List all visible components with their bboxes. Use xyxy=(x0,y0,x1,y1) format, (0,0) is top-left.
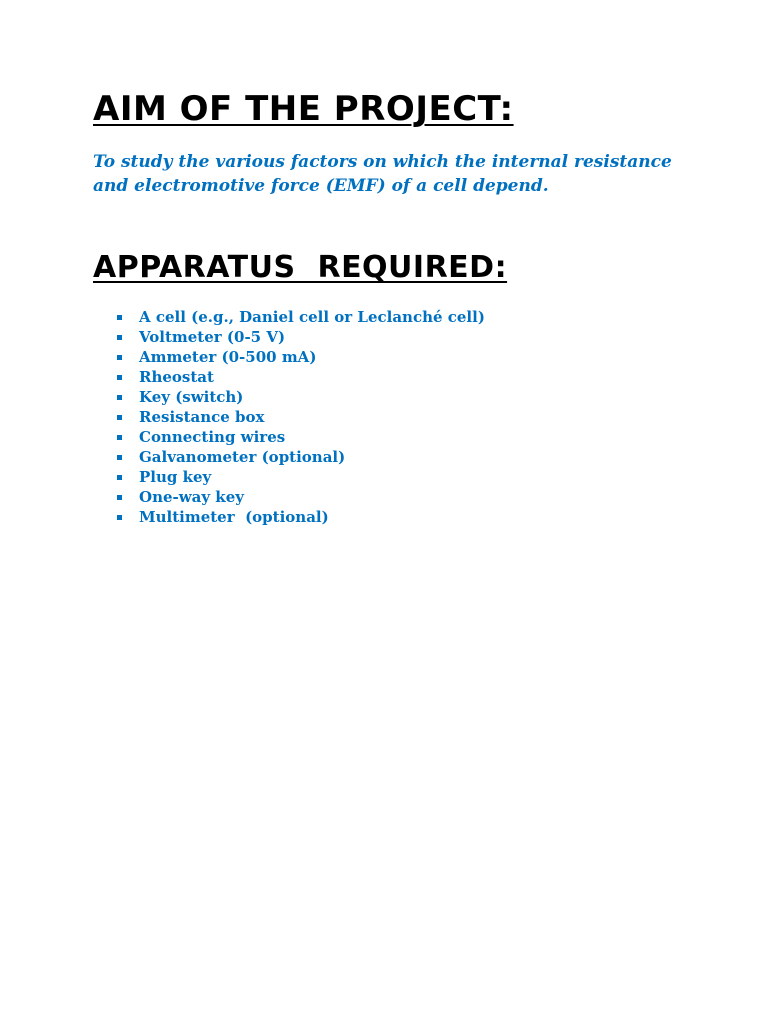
list-item-label: Rheostat xyxy=(139,368,214,386)
list-item-label: A cell (e.g., Daniel cell or Leclanché cell) xyxy=(139,308,485,326)
apparatus-list xyxy=(116,307,485,527)
square-bullet-icon xyxy=(117,435,122,440)
list-item xyxy=(116,387,485,407)
list-item-label: Plug key xyxy=(139,468,212,486)
list-item xyxy=(116,427,485,447)
aim-heading: AIM OF THE PROJECT: xyxy=(93,89,514,129)
square-bullet-icon xyxy=(117,415,122,420)
list-item-label: Key (switch) xyxy=(139,388,244,406)
list-item xyxy=(116,307,485,327)
square-bullet-icon xyxy=(117,495,122,500)
square-bullet-icon xyxy=(117,515,122,520)
list-item-label: One-way key xyxy=(139,488,244,506)
list-item xyxy=(116,447,485,467)
list-item-label: Galvanometer (optional) xyxy=(139,448,346,466)
list-item xyxy=(116,507,485,527)
square-bullet-icon xyxy=(117,395,122,400)
square-bullet-icon xyxy=(117,455,122,460)
list-item xyxy=(116,487,485,507)
list-item-label: Voltmeter (0-5 V) xyxy=(139,328,286,346)
square-bullet-icon xyxy=(117,375,122,380)
list-item xyxy=(116,347,485,367)
square-bullet-icon xyxy=(117,315,122,320)
list-item xyxy=(116,467,485,487)
list-item xyxy=(116,367,485,387)
square-bullet-icon xyxy=(117,475,122,480)
list-item-label: Resistance box xyxy=(139,408,265,426)
square-bullet-icon xyxy=(117,355,122,360)
square-bullet-icon xyxy=(117,335,122,340)
aim-text: To study the various factors on which the internal resistance and electromotive force (EMF) of a cell depend. xyxy=(93,152,672,196)
list-item xyxy=(116,407,485,427)
list-item-label: Connecting wires xyxy=(139,428,286,446)
list-item-label: Ammeter (0-500 mA) xyxy=(139,348,317,366)
apparatus-heading: APPARATUS REQUIRED: xyxy=(93,250,508,285)
list-item xyxy=(116,327,485,347)
list-item-label: Multimeter (optional) xyxy=(139,508,329,526)
